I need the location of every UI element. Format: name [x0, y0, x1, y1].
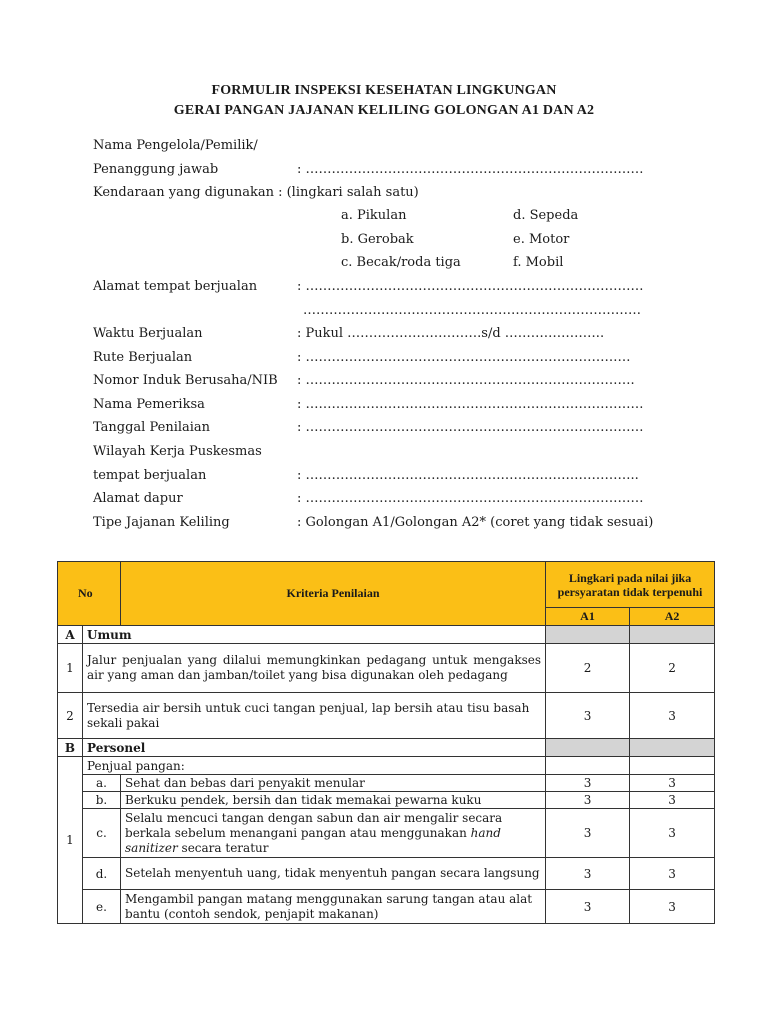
score-a1[interactable]: 3: [546, 858, 630, 890]
dapur-label: Alamat dapur: [93, 491, 183, 506]
row-number: 1: [58, 757, 83, 924]
penanggung-label: Penanggung jawab: [93, 162, 219, 177]
header-a2: A2: [630, 608, 715, 626]
criteria-table: [57, 561, 715, 924]
nib-label: Nomor Induk Berusaha/NIB: [93, 373, 278, 388]
sub-number: c.: [83, 809, 121, 858]
option-becak[interactable]: c. Becak/roda tiga: [341, 255, 461, 270]
score-a2[interactable]: 3: [630, 858, 715, 890]
pemeriksa-label: Nama Pemeriksa: [93, 397, 205, 412]
pemeriksa-field[interactable]: : ……………………………………………………………………: [297, 397, 644, 412]
section-cell-a2: [630, 739, 715, 757]
table-row: [58, 775, 715, 792]
tanggal-label: Tanggal Penilaian: [93, 420, 211, 435]
wilayah-label: Wilayah Kerja Puskesmas: [93, 444, 262, 459]
section-name: Personel: [83, 739, 546, 757]
row-criteria: Berkuku pendek, bersih dan tidak memakai pewarna kuku: [121, 792, 546, 809]
section-cell-a2: [630, 626, 715, 644]
table-row: [58, 693, 715, 739]
row-criteria: Setelah menyentuh uang, tidak menyentuh pangan secara langsung: [121, 858, 546, 890]
score-a2[interactable]: 3: [630, 809, 715, 858]
sub-number: d.: [83, 858, 121, 890]
option-gerobak[interactable]: b. Gerobak: [341, 232, 414, 247]
row-criteria: [83, 693, 546, 739]
kendaraan-label: [93, 185, 419, 200]
tempat-label: tempat berjualan: [93, 468, 207, 483]
header-a1: A1: [546, 608, 630, 626]
dapur-field[interactable]: : ……………………………………………………………………: [297, 491, 644, 506]
nib-field[interactable]: : ………………………………………………………………….: [297, 373, 635, 388]
section-name: Umum: [83, 626, 546, 644]
row-number: 2: [58, 693, 83, 739]
option-mobil[interactable]: f. Mobil: [513, 255, 564, 270]
penanggung-field[interactable]: : ……………………………………………………………………: [297, 162, 644, 177]
section-cell-a1: [546, 626, 630, 644]
tanggal-field[interactable]: : ……………………………………………………………………: [297, 420, 644, 435]
table-row: [58, 644, 715, 693]
table-row: [58, 890, 715, 924]
alamat-label: Alamat tempat berjualan: [93, 279, 258, 294]
tipe-label: Tipe Jajanan Keliling: [93, 515, 230, 530]
score-a1[interactable]: 3: [546, 693, 630, 739]
section-letter: A: [58, 626, 83, 644]
option-motor[interactable]: e. Motor: [513, 232, 570, 247]
option-pikulan[interactable]: a. Pikulan: [341, 208, 407, 223]
score-a2[interactable]: 3: [630, 775, 715, 792]
tempat-field[interactable]: : …………………………………………………………………..: [297, 468, 639, 483]
waktu-label: Waktu Berjualan: [93, 326, 203, 341]
row-criteria: [121, 809, 546, 858]
alamat-field[interactable]: : ……………………………………………………………………: [297, 279, 644, 294]
sub-number: e.: [83, 890, 121, 924]
header-lingkari: Lingkari pada nilai jika persyaratan tidak terpenuhi: [546, 562, 715, 608]
row-number: 1: [58, 644, 83, 693]
row-criteria: Sehat dan bebas dari penyakit menular: [121, 775, 546, 792]
personel-intro-row: [58, 757, 715, 775]
section-row-personel: [58, 739, 715, 757]
waktu-field[interactable]: : Pukul ………………………….s/d …………………..: [297, 326, 605, 341]
score-a1[interactable]: 3: [546, 792, 630, 809]
row-criteria-pre: Selalu mencuci tangan dengan sabun dan air mengalir secara berkala sebelum menangani pangan atau menggunakan: [125, 810, 503, 840]
section-row-umum: [58, 626, 715, 644]
table-row: [58, 792, 715, 809]
rute-field[interactable]: : …………………………………………………………………: [297, 350, 631, 365]
form-title-line1: FORMULIR INSPEKSI KESEHATAN LINGKUNGAN: [211, 83, 557, 98]
section-letter: B: [58, 739, 83, 757]
table-row: [58, 809, 715, 858]
score-a2[interactable]: 3: [630, 890, 715, 924]
header-kriteria: Kriteria Penilaian: [121, 562, 546, 626]
row-criteria: Mengambil pangan matang menggunakan sarung tangan atau alat bantu (contoh sendok, penjapit makanan): [121, 890, 546, 924]
empty-cell: [630, 757, 715, 775]
score-a1[interactable]: 3: [546, 890, 630, 924]
score-a1[interactable]: 3: [546, 775, 630, 792]
form-title-line2: GERAI PANGAN JAJANAN KELILING GOLONGAN A1 DAN A2: [173, 103, 595, 118]
rute-label: Rute Berjualan: [93, 350, 193, 365]
kendaraan-label-text: Kendaraan yang digunakan: [93, 185, 274, 200]
score-a2[interactable]: 3: [630, 792, 715, 809]
row-criteria-line1: Tersedia air bersih untuk cuci tangan penjual, lap bersih atau tisu basah: [87, 700, 530, 715]
section-cell-a1: [546, 739, 630, 757]
row-criteria-italic: hand sanitizer: [125, 825, 501, 855]
score-a2[interactable]: 3: [630, 693, 715, 739]
header-no: No: [58, 562, 121, 626]
score-a1[interactable]: 3: [546, 809, 630, 858]
row-criteria-line2: sekali pakai: [87, 715, 160, 730]
kendaraan-instruction: : (lingkari salah satu): [278, 185, 419, 200]
option-sepeda[interactable]: d. Sepeda: [513, 208, 579, 223]
pengelola-label: Nama Pengelola/Pemilik/: [93, 138, 258, 153]
sub-number: b.: [83, 792, 121, 809]
personel-intro: Penjual pangan:: [83, 757, 546, 775]
tipe-field[interactable]: : Golongan A1/Golongan A2* (coret yang tidak sesuai): [297, 515, 654, 530]
score-a2[interactable]: 2: [630, 644, 715, 693]
sub-number: a.: [83, 775, 121, 792]
score-a1[interactable]: 2: [546, 644, 630, 693]
empty-cell: [546, 757, 630, 775]
row-criteria: Jalur penjualan yang dilalui memungkinkan pedagang untuk mengakses air yang aman dan jamban/toilet yang bisa digunakan oleh pedagang: [83, 644, 546, 693]
alamat-field-line2[interactable]: ……………………………………………………………………: [303, 303, 641, 318]
row-criteria-post: secara teratur: [181, 840, 269, 855]
table-row: [58, 858, 715, 890]
